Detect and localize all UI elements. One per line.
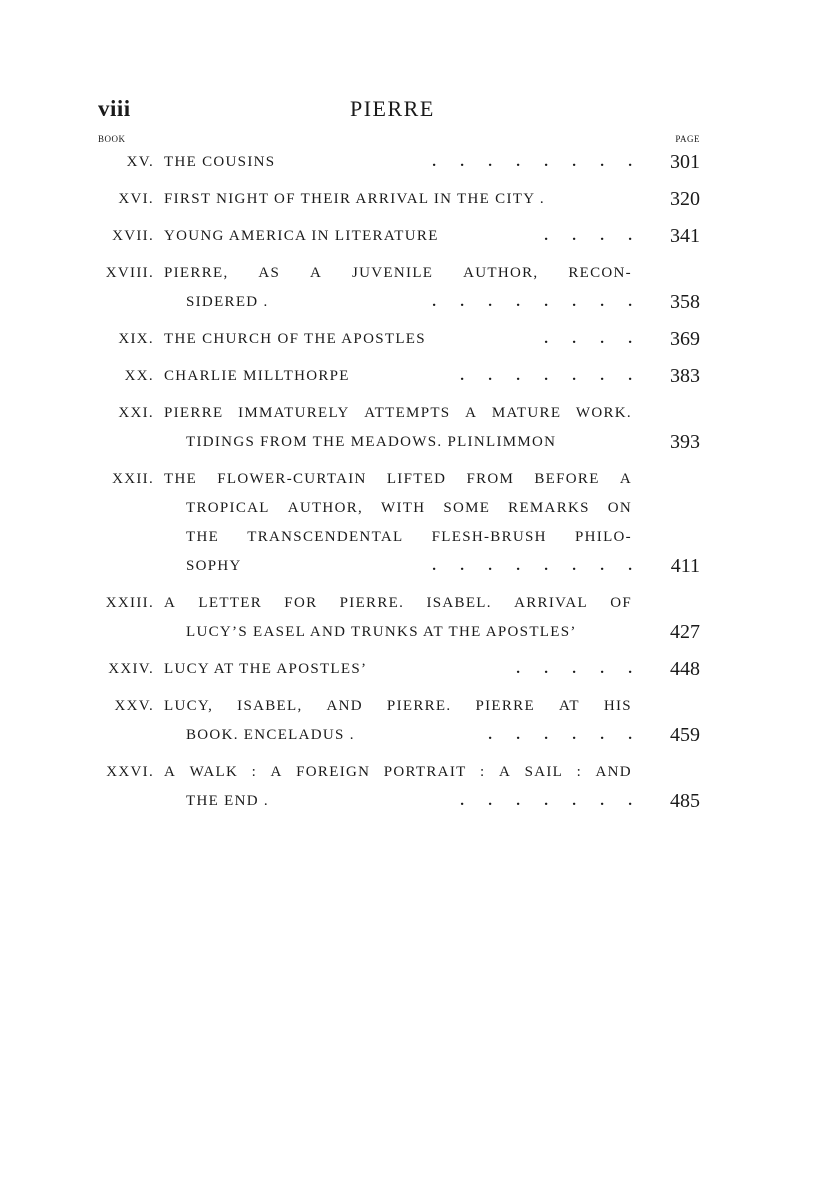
toc-entry [98, 222, 700, 251]
toc-entry [98, 655, 700, 684]
chapter-title: YOUNG AMERICA IN LITERATURE [164, 228, 439, 244]
dot-leader: . . . . . . [488, 727, 632, 743]
column-labels [98, 134, 700, 148]
book-numeral: XIX. [118, 331, 154, 347]
chapter-title: THE END . [186, 793, 269, 809]
toc-entry-line [98, 494, 700, 523]
chapter-title: FIRST NIGHT OF THEIR ARRIVAL IN THE CITY . [164, 191, 545, 207]
toc-entry-line [98, 185, 700, 214]
chapter-title: LUCY AT THE APOSTLES’ [164, 661, 368, 677]
page-number: 459 [670, 724, 700, 746]
page-number: 393 [670, 431, 700, 453]
toc-entry-line [98, 787, 700, 816]
toc-entry-line [98, 721, 700, 750]
toc-entry [98, 465, 700, 581]
page-number: 383 [670, 365, 700, 387]
toc-entry [98, 259, 700, 317]
toc-entry-line [98, 428, 700, 457]
toc-entry [98, 758, 700, 816]
toc-entry [98, 692, 700, 750]
toc-entry-line [98, 399, 700, 428]
toc-entry-line [98, 523, 700, 552]
chapter-title: PIERRE IMMATURELY ATTEMPTS A MATURE WORK. [164, 405, 632, 421]
book-numeral: XXI. [118, 405, 154, 421]
toc-entry-line [98, 465, 700, 494]
toc-entry-line [98, 618, 700, 647]
page-number: 301 [670, 151, 700, 173]
dot-leader: . . . . [544, 331, 632, 347]
chapter-title: TIDINGS FROM THE MEADOWS. PLINLIMMON [186, 434, 557, 450]
chapter-title: THE CHURCH OF THE APOSTLES [164, 331, 426, 347]
page-number: 341 [670, 225, 700, 247]
chapter-title: BOOK. ENCELADUS . [186, 727, 355, 743]
book-column-label: BOOK [98, 134, 126, 144]
dot-leader: . . . . [544, 228, 632, 244]
chapter-title: SOPHY [186, 558, 242, 574]
toc-entry [98, 325, 700, 354]
book-numeral: XXIV. [108, 661, 154, 677]
page-number: 411 [670, 555, 700, 577]
toc-entry-line [98, 362, 700, 391]
page-number: 369 [670, 328, 700, 350]
table-of-contents [98, 148, 700, 816]
page-number: 448 [670, 658, 700, 680]
book-numeral: XXVI. [106, 764, 154, 780]
chapter-title: TROPICAL AUTHOR, WITH SOME REMARKS ON [186, 500, 632, 516]
toc-entry-line [98, 288, 700, 317]
toc-entry-line [98, 222, 700, 251]
chapter-title: A LETTER FOR PIERRE. ISABEL. ARRIVAL OF [164, 595, 632, 611]
book-numeral: XXII. [112, 471, 154, 487]
toc-entry [98, 362, 700, 391]
page-number: 358 [670, 291, 700, 313]
book-numeral: XVIII. [105, 265, 154, 281]
book-numeral: XXV. [114, 698, 154, 714]
book-numeral: XV. [126, 154, 154, 170]
book-page [98, 96, 700, 824]
book-numeral: XX. [124, 368, 154, 384]
page-header [98, 96, 700, 126]
toc-entry [98, 148, 700, 177]
toc-entry [98, 589, 700, 647]
page-number: 427 [670, 621, 700, 643]
chapter-title: SIDERED . [186, 294, 269, 310]
running-title: PIERRE [350, 96, 435, 121]
page-folio: viii [98, 96, 131, 121]
dot-leader: . . . . . . . . [432, 558, 632, 574]
chapter-title: PIERRE, AS A JUVENILE AUTHOR, RECON- [164, 265, 632, 281]
toc-entry-line [98, 589, 700, 618]
toc-entry-line [98, 692, 700, 721]
chapter-title: LUCY, ISABEL, AND PIERRE. PIERRE AT HIS [164, 698, 632, 714]
dot-leader: . . . . . . . [460, 793, 632, 809]
toc-entry-line [98, 148, 700, 177]
toc-entry [98, 185, 700, 214]
page-number: 320 [670, 188, 700, 210]
dot-leader: . . . . . [516, 661, 632, 677]
chapter-title: THE FLOWER-CURTAIN LIFTED FROM BEFORE A [164, 471, 632, 487]
toc-entry-line [98, 259, 700, 288]
chapter-title: THE COUSINS [164, 154, 276, 170]
toc-entry [98, 399, 700, 457]
dot-leader: . . . . . . . . [432, 154, 632, 170]
chapter-title: CHARLIE MILLTHORPE [164, 368, 350, 384]
dot-leader: . . . . . . . . [432, 294, 632, 310]
book-numeral: XXIII. [105, 595, 154, 611]
toc-entry-line [98, 325, 700, 354]
chapter-title: LUCY’S EASEL AND TRUNKS AT THE APOSTLES’ [186, 624, 577, 640]
toc-entry-line [98, 552, 700, 581]
book-numeral: XVI. [118, 191, 154, 207]
chapter-title: A WALK : A FOREIGN PORTRAIT : A SAIL : AND [164, 764, 632, 780]
dot-leader: . . . . . . . [460, 368, 632, 384]
book-numeral: XVII. [112, 228, 154, 244]
chapter-title: THE TRANSCENDENTAL FLESH-BRUSH PHILO- [186, 529, 632, 545]
page-number: 485 [670, 790, 700, 812]
toc-entry-line [98, 758, 700, 787]
toc-entry-line [98, 655, 700, 684]
page-column-label: PAGE [675, 134, 700, 144]
